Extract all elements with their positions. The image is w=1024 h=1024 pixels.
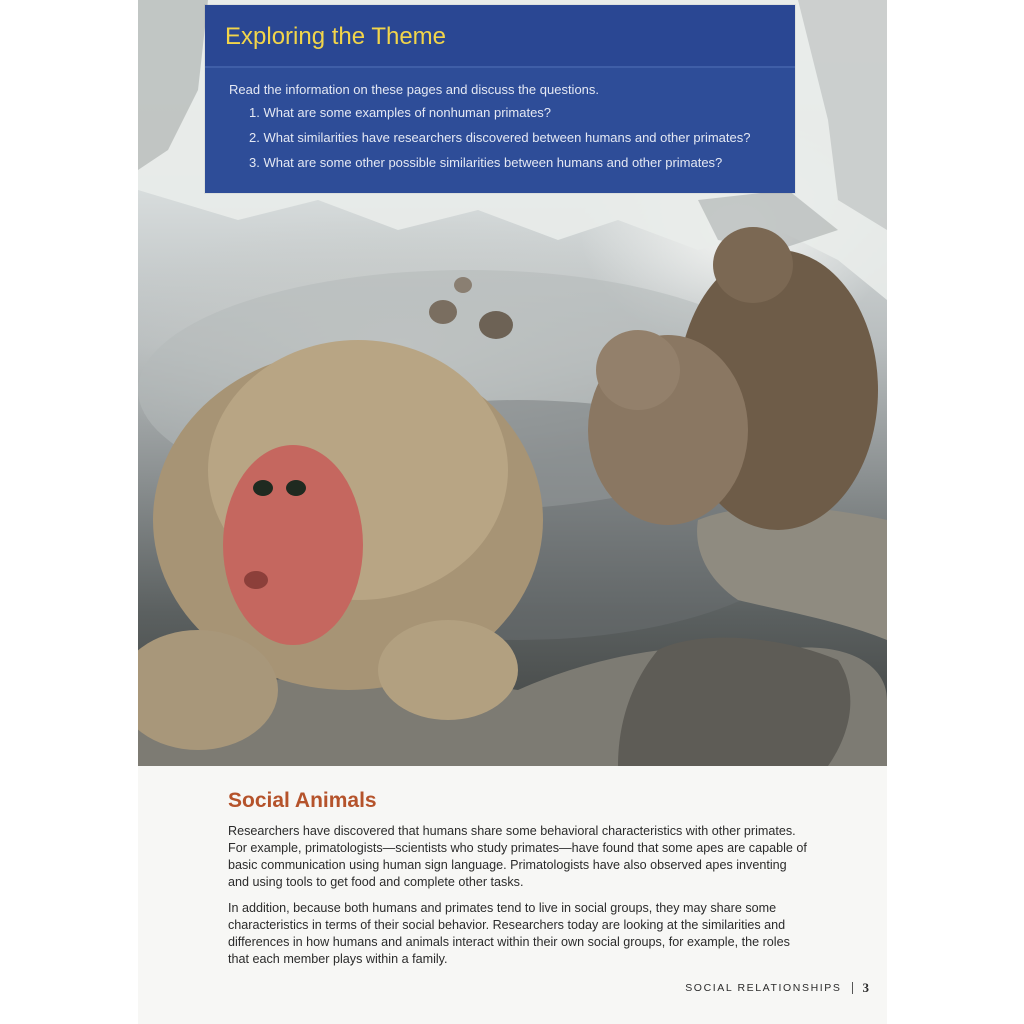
- article-section: [228, 789, 808, 977]
- footer-divider: [852, 982, 853, 994]
- theme-header: [205, 5, 795, 68]
- theme-body: [229, 82, 785, 180]
- page-number: 3: [862, 980, 869, 995]
- theme-question: 3. What are some other possible similarities between humans and other primates?: [249, 155, 723, 170]
- section-name: SOCIAL RELATIONSHIPS: [685, 982, 842, 994]
- theme-title: Exploring the Theme: [225, 23, 447, 50]
- exploring-theme-box: [205, 5, 795, 193]
- article-paragraph: In addition, because both humans and primates tend to live in social groups, they may share some characteristics in terms of their social behavior. Researchers today are looking at the similarities and differences in how humans and animals interact within their own social groups, for example, the roles that each member plays within a family.: [228, 901, 790, 966]
- article-heading: Social Animals: [228, 789, 377, 812]
- theme-questions: [229, 105, 785, 171]
- page-footer: [685, 980, 869, 996]
- theme-question: 1. What are some examples of nonhuman primates?: [249, 105, 552, 120]
- textbook-page: [138, 0, 887, 1024]
- theme-question: 2. What similarities have researchers discovered between humans and other primates?: [249, 130, 751, 145]
- article-paragraph: Researchers have discovered that humans share some behavioral characteristics with other primates. For example, primatologists—scientists who study primates—have found that some apes are capable of basic communication using human sign language. Primatologists have also observed apes inventing and using tools to get food and complete other tasks.: [228, 824, 807, 889]
- theme-intro: Read the information on these pages and discuss the questions.: [229, 82, 600, 97]
- snow-monkeys-photo: [138, 0, 887, 766]
